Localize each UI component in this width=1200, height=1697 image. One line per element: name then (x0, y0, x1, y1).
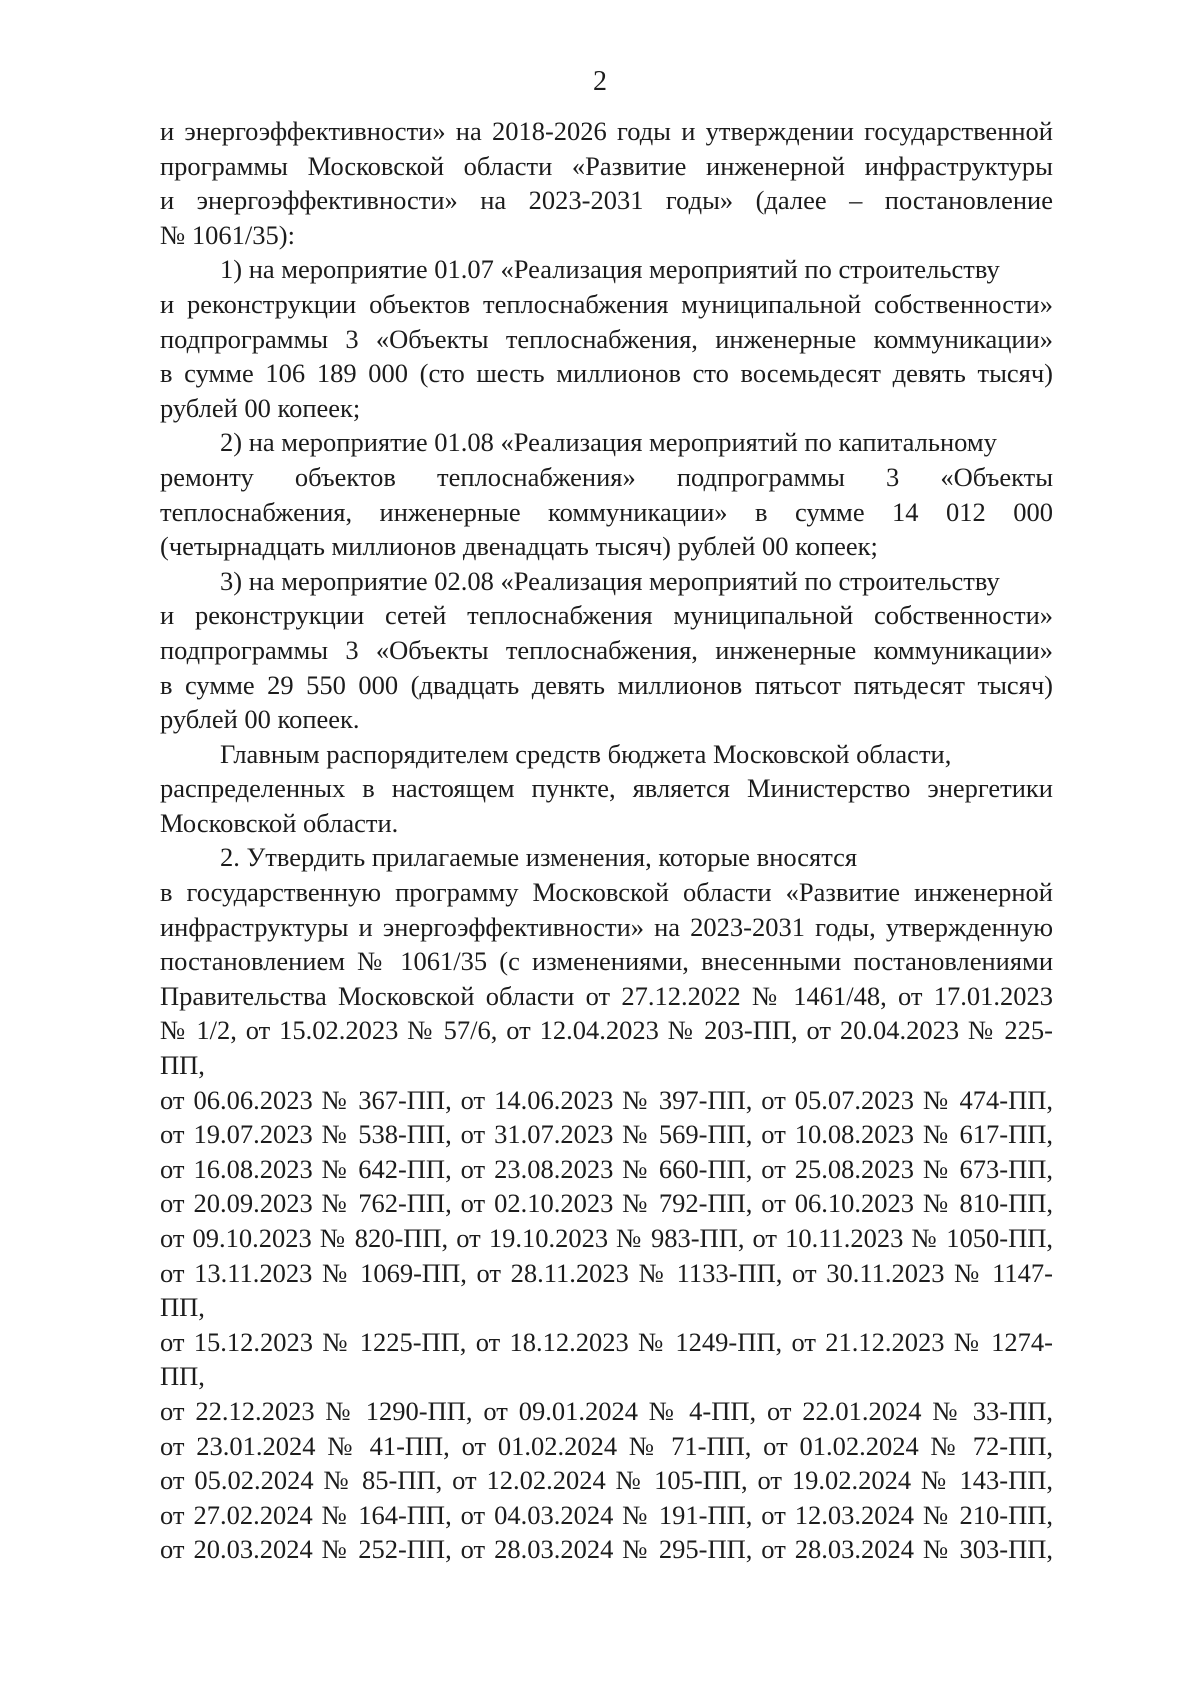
text-line: и энергоэффективности» на 2023-2031 годы» (далее – постановление (160, 185, 1053, 216)
text-line: подпрограммы 3 «Объекты теплоснабжения, инженерные коммуникации» (160, 323, 1053, 354)
text-line: (четырнадцать миллионов двенадцать тысяч) рублей 00 копеек; (160, 531, 878, 562)
text-line: подпрограммы 3 «Объекты теплоснабжения, инженерные коммуникации» (160, 634, 1053, 665)
text-line: рублей 00 копеек; (160, 392, 361, 423)
document-body (160, 114, 1053, 1567)
text-line: и энергоэффективности» на 2018-2026 годы и утверждении государственной (160, 116, 1053, 146)
text-line: от 27.02.2024 № 164-ПП, от 04.03.2024 № 191-ПП, от 12.03.2024 № 210-ПП, (160, 1499, 1053, 1530)
text-line: 2) на мероприятие 01.08 «Реализация мероприятий по капитальному (220, 427, 997, 458)
text-line: в сумме 29 550 000 (двадцать девять миллионов пятьсот пятьдесят тысяч) (160, 669, 1053, 700)
text-line: Главным распорядителем средств бюджета Московской области, (220, 738, 952, 769)
text-line: от 05.02.2024 № 85-ПП, от 12.02.2024 № 105-ПП, от 19.02.2024 № 143-ПП, (160, 1465, 1053, 1496)
text-line: и реконструкции объектов теплоснабжения муниципальной собственности» (160, 288, 1053, 319)
text-line: постановлением № 1061/35 (с изменениями, внесенными постановлениями (160, 946, 1053, 977)
text-line: в сумме 106 189 000 (сто шесть миллионов сто восемьдесят девять тысяч) (160, 358, 1053, 389)
text-line: от 13.11.2023 № 1069-ПП, от 28.11.2023 № 1133-ПП, от 30.11.2023 № 1147-ПП, (160, 1257, 1053, 1323)
text-line: 3) на мероприятие 02.08 «Реализация мероприятий по строительству (220, 565, 1000, 596)
page-number: 2 (593, 66, 607, 97)
text-line: от 16.08.2023 № 642-ПП, от 23.08.2023 № 660-ПП, от 25.08.2023 № 673-ПП, (160, 1153, 1053, 1184)
text-line: ремонту объектов теплоснабжения» подпрограммы 3 «Объекты (160, 461, 1053, 492)
text-line: от 06.06.2023 № 367-ПП, от 14.06.2023 № 397-ПП, от 05.07.2023 № 474-ПП, (160, 1084, 1053, 1115)
text-line: инфраструктуры и энергоэффективности» на 2023-2031 годы, утвержденную (160, 911, 1053, 942)
text-line: от 20.03.2024 № 252-ПП, от 28.03.2024 № 295-ПП, от 28.03.2024 № 303-ПП, (160, 1534, 1053, 1565)
text-line: теплоснабжения, инженерные коммуникации» в сумме 14 012 000 (160, 496, 1053, 527)
text-line: № 1/2, от 15.02.2023 № 57/6, от 12.04.2023 № 203-ПП, от 20.04.2023 № 225-ПП, (160, 1015, 1053, 1081)
text-line: и реконструкции сетей теплоснабжения муниципальной собственности» (160, 600, 1053, 631)
text-line: от 22.12.2023 № 1290-ПП, от 09.01.2024 № 4-ПП, от 22.01.2024 № 33-ПП, (160, 1395, 1053, 1426)
text-line: от 20.09.2023 № 762-ПП, от 02.10.2023 № 792-ПП, от 06.10.2023 № 810-ПП, (160, 1188, 1053, 1219)
text-line: программы Московской области «Развитие инженерной инфраструктуры (160, 150, 1053, 181)
text-line: № 1061/35): (160, 219, 295, 250)
text-line: Московской области. (160, 807, 399, 838)
text-line: от 09.10.2023 № 820-ПП, от 19.10.2023 № 983-ПП, от 10.11.2023 № 1050-ПП, (160, 1223, 1053, 1253)
text-line: 2. Утвердить прилагаемые изменения, которые вносятся (220, 842, 858, 873)
text-line: от 19.07.2023 № 538-ПП, от 31.07.2023 № 569-ПП, от 10.08.2023 № 617-ПП, (160, 1119, 1053, 1150)
text-line: от 23.01.2024 № 41-ПП, от 01.02.2024 № 71-ПП, от 01.02.2024 № 72-ПП, (160, 1430, 1053, 1461)
text-line: в государственную программу Московской области «Развитие инженерной (160, 877, 1053, 908)
text-line: рублей 00 копеек. (160, 704, 360, 735)
text-line: 1) на мероприятие 01.07 «Реализация мероприятий по строительству (220, 254, 1000, 285)
text-line: Правительства Московской области от 27.12.2022 № 1461/48, от 17.01.2023 (160, 980, 1053, 1011)
text-line: от 15.12.2023 № 1225-ПП, от 18.12.2023 № 1249-ПП, от 21.12.2023 № 1274-ПП, (160, 1326, 1053, 1392)
text-line: распределенных в настоящем пункте, является Министерство энергетики (160, 773, 1053, 804)
